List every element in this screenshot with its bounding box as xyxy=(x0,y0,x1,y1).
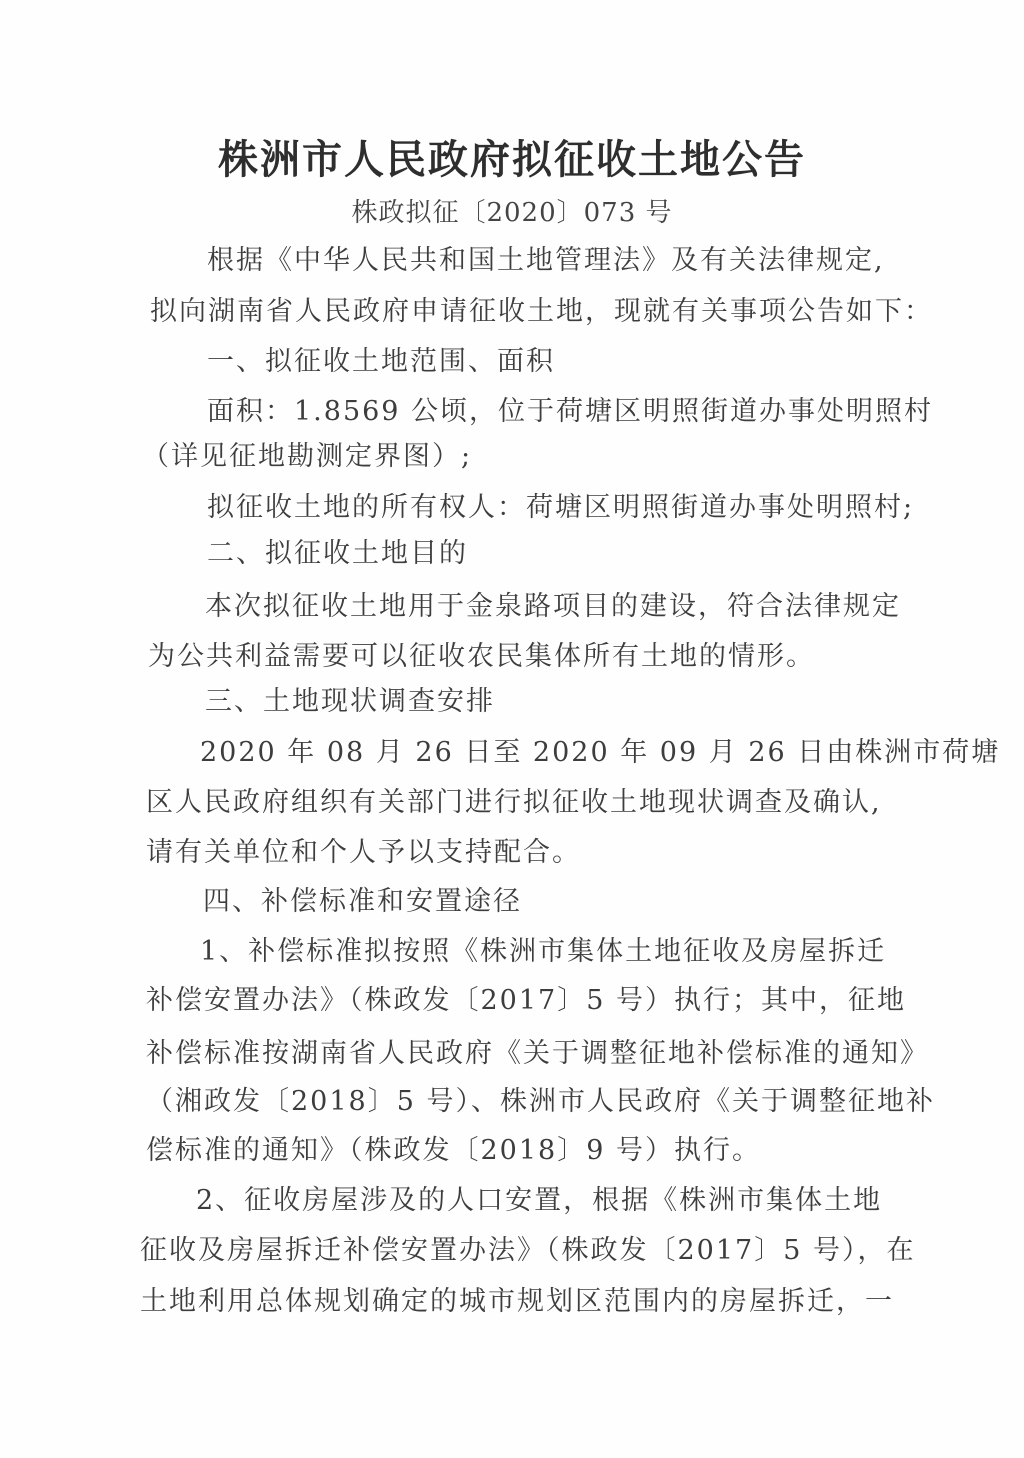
paragraph-line: （湘政发〔2018〕5 号）、株洲市人民政府《关于调整征地补 xyxy=(146,1086,935,1117)
paragraph-line: 拟征收土地的所有权人：荷塘区明照街道办事处明照村; xyxy=(207,492,915,523)
paragraph-line: （详见征地勘测定界图）; xyxy=(142,441,473,472)
paragraph-line: 请有关单位和个人予以支持配合。 xyxy=(146,837,581,868)
paragraph-line: 1、补偿标准拟按照《株洲市集体土地征收及房屋拆迁 xyxy=(200,936,887,967)
paragraph-line: 拟向湖南省人民政府申请征收土地，现就有关事项公告如下： xyxy=(150,296,933,327)
section-heading: 三、土地现状调查安排 xyxy=(205,686,495,717)
paragraph-line: 为公共利益需要可以征收农民集体所有土地的情形。 xyxy=(148,641,815,672)
document-number: 株政拟征〔2020〕073 号 xyxy=(351,198,673,228)
paragraph-line: 2、征收房屋涉及的人口安置，根据《株洲市集体土地 xyxy=(196,1185,883,1216)
document-title: 株洲市人民政府拟征收土地公告 xyxy=(218,137,806,183)
paragraph-line: 面积：1.8569 公顷，位于荷塘区明照街道办事处明照村 xyxy=(207,396,934,427)
paragraph-line: 本次拟征收土地用于金泉路项目的建设，符合法律规定 xyxy=(205,591,901,622)
section-heading: 一、拟征收土地范围、面积 xyxy=(207,346,555,377)
section-heading: 四、补偿标准和安置途径 xyxy=(203,886,522,917)
section-heading: 二、拟征收土地目的 xyxy=(207,538,468,569)
paragraph-line: 区人民政府组织有关部门进行拟征收土地现状调查及确认, xyxy=(146,787,882,818)
paragraph-line: 偿标准的通知》（株政发〔2018〕9 号）执行。 xyxy=(146,1135,761,1166)
paragraph-line: 征收及房屋拆迁补偿安置办法》（株政发〔2017〕5 号），在 xyxy=(140,1235,916,1266)
paragraph-line: 补偿标准按湖南省人民政府《关于调整征地补偿标准的通知》 xyxy=(146,1038,929,1069)
paragraph-line: 补偿安置办法》（株政发〔2017〕5 号）执行；其中，征地 xyxy=(146,985,906,1016)
paragraph-line: 根据《中华人民共和国土地管理法》及有关法律规定, xyxy=(207,245,885,276)
paragraph-line: 2020 年 08 月 26 日至 2020 年 09 月 26 日由株洲市荷塘 xyxy=(200,737,1001,768)
paragraph-line: 土地利用总体规划确定的城市规划区范围内的房屋拆迁，一 xyxy=(140,1286,894,1317)
